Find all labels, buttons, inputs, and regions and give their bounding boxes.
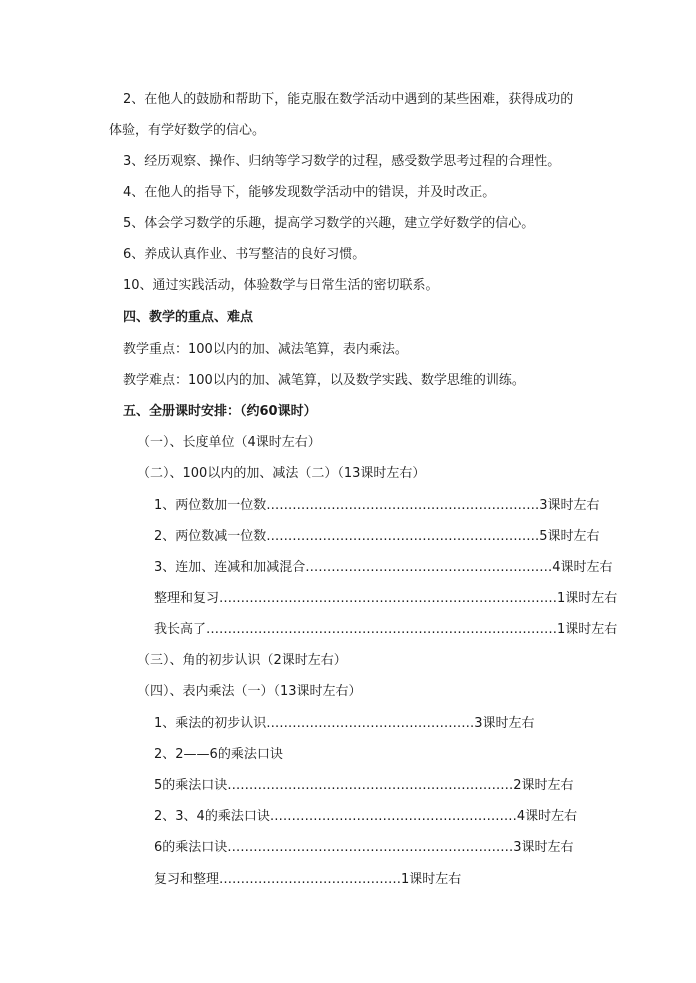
objective-2-line2: 体验，有学好数学的信心。 xyxy=(109,123,266,138)
unit-2-addition-subtraction: （二）、100以内的加、减法（二）（13课时左右） xyxy=(137,466,426,481)
objective-10: 10、通过实践活动，体验数学与日常生活的密切联系。 xyxy=(123,278,439,293)
unit-4-table-5: 5的乘法口诀…………………………………………………………2课时左右 xyxy=(154,778,574,793)
objective-2-line1: 2、在他人的鼓励和帮助下，能克服在数学活动中遇到的某些困难，获得成功的 xyxy=(123,92,574,107)
unit-4-item-2: 2、2——6的乘法口诀 xyxy=(154,747,283,762)
unit-4-review: 复习和整理……………………………………1课时左右 xyxy=(154,872,462,887)
unit-2-item-1: 1、两位数加一位数………………………………………………………3课时左右 xyxy=(154,498,600,513)
unit-4-table-6: 6的乘法口诀…………………………………………………………3课时左右 xyxy=(154,840,574,855)
unit-3-angles: （三）、角的初步认识（2课时左右） xyxy=(137,653,347,668)
unit-4-multiplication: （四）、表内乘法（一）（13课时左右） xyxy=(137,684,362,699)
unit-2-i-grew-taller: 我长高了………………………………………………………………………1课时左右 xyxy=(154,622,618,637)
unit-2-review: 整理和复习……………………………………………………………………1课时左右 xyxy=(154,591,618,606)
unit-4-item-1: 1、乘法的初步认识…………………………………………3课时左右 xyxy=(154,716,535,731)
section-5-heading: 五、全册课时安排：（约60课时） xyxy=(123,404,317,419)
section-4-heading: 四、教学的重点、难点 xyxy=(123,310,254,325)
teaching-difficulties: 教学难点：100以内的加、减笔算，以及数学实践、数学思维的训练。 xyxy=(123,373,525,388)
unit-2-item-2: 2、两位数减一位数………………………………………………………5课时左右 xyxy=(154,529,600,544)
unit-1-length: （一）、长度单位（4课时左右） xyxy=(137,435,321,450)
objective-5: 5、体会学习数学的乐趣，提高学习数学的兴趣，建立学好数学的信心。 xyxy=(123,216,535,231)
objective-3: 3、经历观察、操作、归纳等学习数学的过程，感受数学思考过程的合理性。 xyxy=(123,154,561,169)
objective-6: 6、养成认真作业、书写整洁的良好习惯。 xyxy=(123,247,366,262)
objective-4: 4、在他人的指导下，能够发现数学活动中的错误，并及时改正。 xyxy=(123,185,496,200)
teaching-key-points: 教学重点：100以内的加、减法笔算，表内乘法。 xyxy=(123,342,408,357)
unit-4-table-2-3-4: 2、3、4的乘法口诀…………………………………………………4课时左右 xyxy=(154,809,578,824)
unit-2-item-3: 3、连加、连减和加减混合…………………………………………………4课时左右 xyxy=(154,560,613,575)
